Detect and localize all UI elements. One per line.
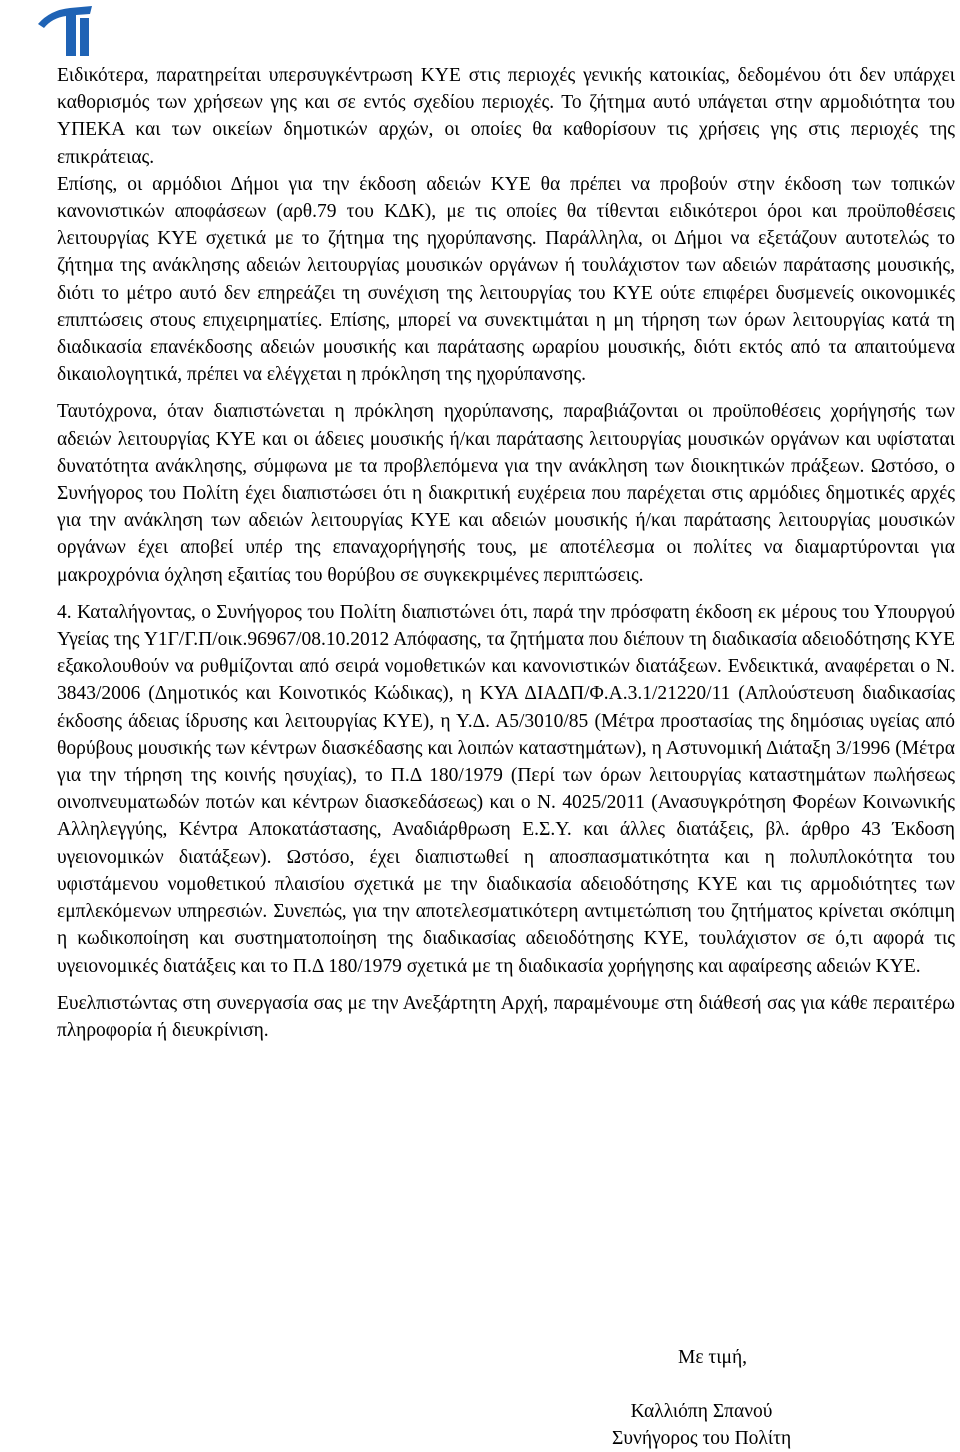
signatory-name: Καλλιόπη Σπανού — [630, 1401, 773, 1422]
paragraph-license-revocation: Ταυτόχρονα, όταν διαπιστώνεται η πρόκληση ηχορύπανσης, παραβιάζονται οι προϋποθέσεις χορήγησής των αδειών λειτουργίας ΚΥΕ και οι άδειες μουσικής ή/και παράτασης λειτουργίας μουσικών οργάνων και υφίσταται δυνατότητα ανάκλησης, σύμφωνα με τα προβλεπόμενα για την ανάκληση των διοικητικών πράξεων. Ωστόσο, ο Συνήγορος του Πολίτη έχει διαπιστώσει ότι η διακριτική ευχέρεια που παρέχεται στις αρμόδιες δημοτικές αρχές για την ανάκληση των αδειών λειτουργίας ΚΥΕ και αδειών μουσικής ή/και παράτασης λειτουργίας μουσικών οργάνων έχει αποβεί υπέρ της επαναχορήγησής τους, με αποτέλεσμα οι πολίτες να διαμαρτύρονται για μακροχρόνια όχληση εξαιτίας του θορύβου σε συγκεκριμένες περιπτώσεις. — [57, 401, 955, 586]
closing-salutation: Με τιμή, — [678, 1347, 748, 1368]
paragraph-municipal-regulations: Επίσης, οι αρμόδιοι Δήμοι για την έκδοση αδειών ΚΥΕ θα πρέπει να προβούν στην έκδοση των τοπικών κανονιστικών αποφάσεων (αρθ.79 του ΚΔΚ), με τις οποίες θα τίθενται ειδικότεροι όροι και προϋποθέσεις λειτουργίας ΚΥΕ σχετικά με το ζήτημα της ηχορύπανσης. Παράλληλα, οι Δήμοι να εξετάζουν αυτοτελώς το ζήτημα της ανάκλησης αδειών λειτουργίας μουσικών οργάνων ή τουλάχιστον των αδειών παράτασης μουσικής, διότι το μέτρο αυτό δεν επηρεάζει τη συνέχιση της λειτουργίας του ΚΥΕ ούτε επιφέρει δυσμενείς οικονομικές επιπτώσεις στους επιχειρηματίες. Επίσης, μπορεί να συνεκτιμάται η μη τήρηση των όρων λειτουργίας κατά τη διαδικασία επανέκδοσης αδειών μουσικής και παράτασης ωραρίου μουσικής, διότι εκτός από τα απαιτούμενα δικαιολογητικά, πρέπει να ελέγχεται η πρόκληση της ηχορύπανσης. — [57, 173, 955, 386]
letter-body — [57, 62, 955, 1044]
paragraph-land-use: Ειδικότερα, παρατηρείται υπερσυγκέντρωση ΚΥΕ στις περιοχές γενικής κατοικίας, δεδομένου ότι δεν υπάρχει καθορισμός των χρήσεων γης και σε εντός σχεδίου περιοχές. Το ζήτημα αυτό υπάγεται στην αρμοδιότητα του ΥΠΕΚΑ και των οικείων δημοτικών αρχών, οι οποίες θα καθορίσουν τις χρήσεις γης στις περιοχές της επικράτειας. — [57, 65, 955, 168]
ombudsman-logo-icon — [36, 2, 94, 58]
signature-block — [612, 1398, 791, 1452]
paragraph-closing-remark: Ευελπιστώντας στη συνεργασία σας με την Ανεξάρτητη Αρχή, παραμένουμε στη διάθεσή σας για κάθε περαιτέρω πληροφορία ή διευκρίνιση. — [57, 992, 955, 1041]
paragraph-conclusion: 4. Καταλήγοντας, ο Συνήγορος του Πολίτη διαπιστώνει ότι, παρά την πρόσφατη έκδοση εκ μέρους του Υπουργού Υγείας της Υ1Γ/Γ.Π/οικ.96967/08.10.2012 Απόφασης, τα ζητήματα που διέπουν τη διαδικασία αδειοδότησης ΚΥΕ εξακολουθούν να ρυθμίζονται από σειρά νομοθετικών και κανονιστικών διατάξεων. Ενδεικτικά, αναφέρεται ο Ν. 3843/2006 (Δημοτικός και Κοινοτικός Κώδικας), η ΚΥΑ ΔΙΑΔΠ/Φ.Α.3.1/21220/11 (Απλούστευση διαδικασίας έκδοσης άδειας ίδρυσης και λειτουργίας ΚΥΕ), η Υ.Δ. Α5/3010/85 (Μέτρα προστασίας της δημόσιας υγείας από θορύβους μουσικής των κέντρων διασκέδασης και λοιπών καταστημάτων), η Αστυνομική Διάταξη 3/1996 (Μέτρα για την τήρηση της κοινής ησυχίας), το Π.Δ 180/1979 (Περί των όρων λειτουργίας καταστημάτων πωλήσεως οινοπνευματωδών ποτών και κέντρων διασκεδάσεως) και ο Ν. 4025/2011 (Ανασυγκρότηση Φορέων Κοινωνικής Αλληλεγγύης, Κέντρα Αποκατάστασης, Αναδιάρθρωση Ε.Σ.Υ. και άλλες διατάξεις, βλ. άρθρο 43 Έκδοση υγειονομικών διατάξεων). Ωστόσο, έχει διαπιστωθεί η αποσπασματικότητα και η πολυπλοκότητα του υφιστάμενου νομοθετικού πλαισίου σχετικά με την διαδικασία αδειοδότησης ΚΥΕ και τις αρμοδιότητες των εμπλεκόμενων υπηρεσιών. Συνεπώς, για την αποτελεσματικότερη αντιμετώπιση του ζητήματος κρίνεται σκόπιμη η κωδικοποίηση και συστηματοποίηση της διαδικασίας αδειοδότησης ΚΥΕ, τουλάχιστον σε ό,τι αφορά τις υγειονομικές διατάξεις και το Π.Δ 180/1979 σχετικά με τη διαδικασία χορήγησης και αφαίρεσης αδειών ΚΥΕ. — [57, 601, 955, 977]
signatory-title: Συνήγορος του Πολίτη — [612, 1428, 792, 1449]
